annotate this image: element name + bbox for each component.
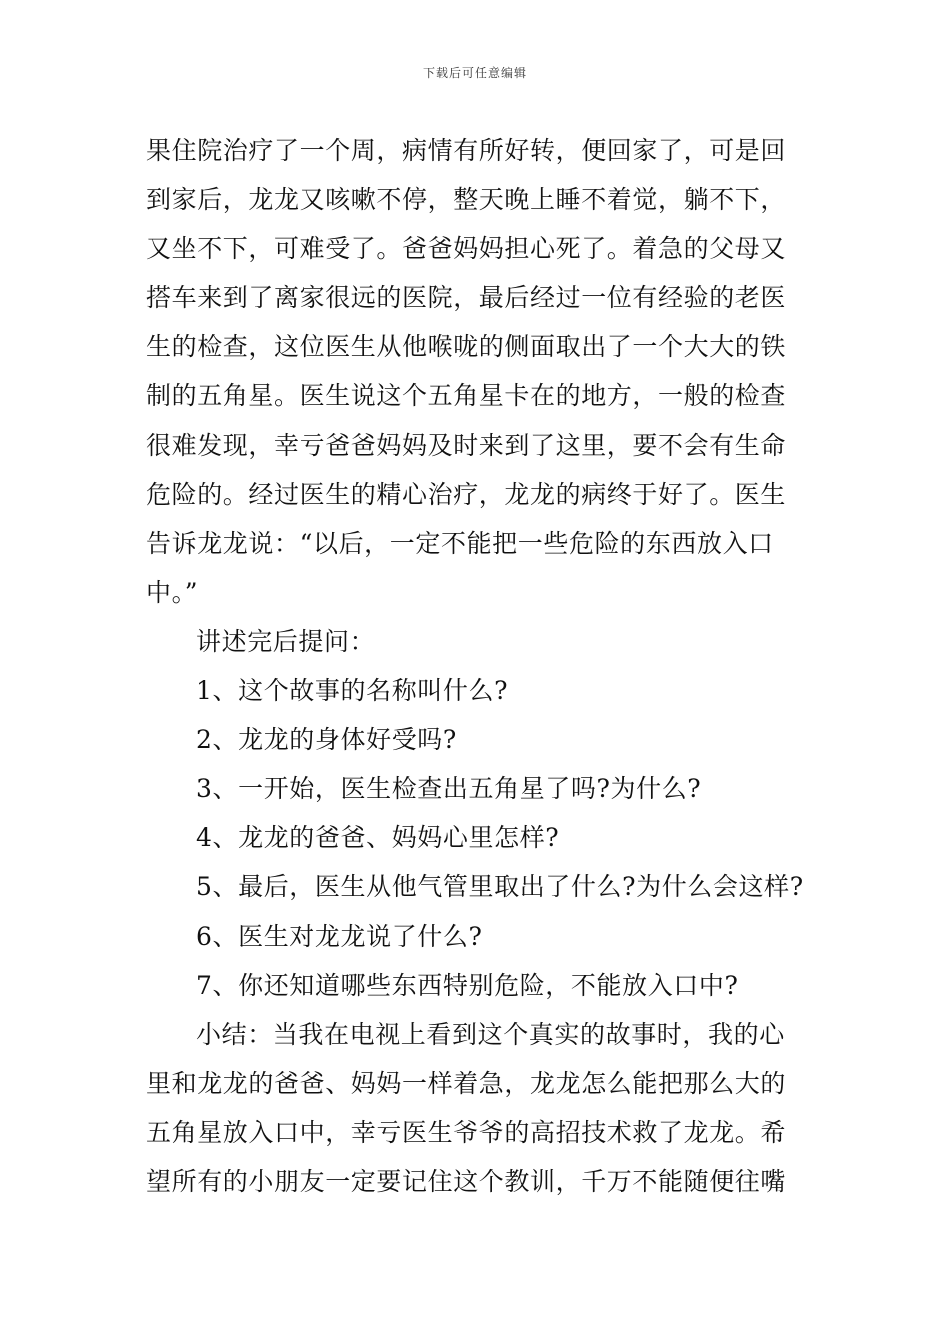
text-line: 制的五角星。医生说这个五角星卡在的地方，一般的检查 — [146, 381, 787, 411]
text-line: 望所有的小朋友一定要记住这个教训，千万不能随便往嘴 — [146, 1166, 787, 1196]
text-line: 果住院治疗了一个周，病情有所好转，便回家了，可是回 — [146, 136, 787, 165]
text-line: 里和龙龙的爸爸、妈妈一样着急，龙龙怎么能把那么大的 — [146, 1068, 787, 1098]
text-line: 搭车来到了离家很远的医院，最后经过一位有经验的老医 — [146, 283, 787, 313]
question-item: 3、一开始，医生检查出五角星了吗?为什么? — [196, 774, 702, 804]
questions-heading: 讲述完后提问： — [196, 626, 376, 656]
text-line: 又坐不下，可难受了。爸爸妈妈担心死了。着急的父母又 — [146, 234, 787, 264]
page-header: 下载后可任意编辑 — [422, 66, 527, 80]
text-line: 很难发现，幸亏爸爸妈妈及时来到了这里，要不会有生命 — [146, 430, 787, 460]
question-item: 6、医生对龙龙说了什么? — [196, 921, 483, 951]
question-item: 7、你还知道哪些东西特别危险，不能放入口中? — [196, 970, 739, 1000]
text-line: 中。” — [146, 577, 199, 607]
question-item: 4、龙龙的爸爸、妈妈心里怎样? — [196, 823, 560, 853]
text-line: 危险的。经过医生的精心治疗，龙龙的病终于好了。医生 — [146, 479, 787, 509]
text-line: 告诉龙龙说：“以后，一定不能把一些危险的东西放入口 — [146, 528, 774, 558]
text-line: 五角星放入口中，幸亏医生爷爷的高招技术救了龙龙。希 — [146, 1117, 787, 1147]
summary-paragraph-start: 小结：当我在电视上看到这个真实的故事时，我的心 — [196, 1019, 785, 1049]
document-body — [146, 126, 810, 1206]
question-item: 2、龙龙的身体好受吗? — [196, 725, 457, 755]
text-line: 到家后，龙龙又咳嗽不停，整天晚上睡不着觉，躺不下， — [146, 185, 787, 215]
question-item: 1、这个故事的名称叫什么? — [196, 676, 509, 706]
question-item: 5、最后，医生从他气管里取出了什么?为什么会这样? — [196, 872, 804, 902]
text-line: 生的检查，这位医生从他喉咙的侧面取出了一个大大的铁 — [146, 332, 787, 362]
